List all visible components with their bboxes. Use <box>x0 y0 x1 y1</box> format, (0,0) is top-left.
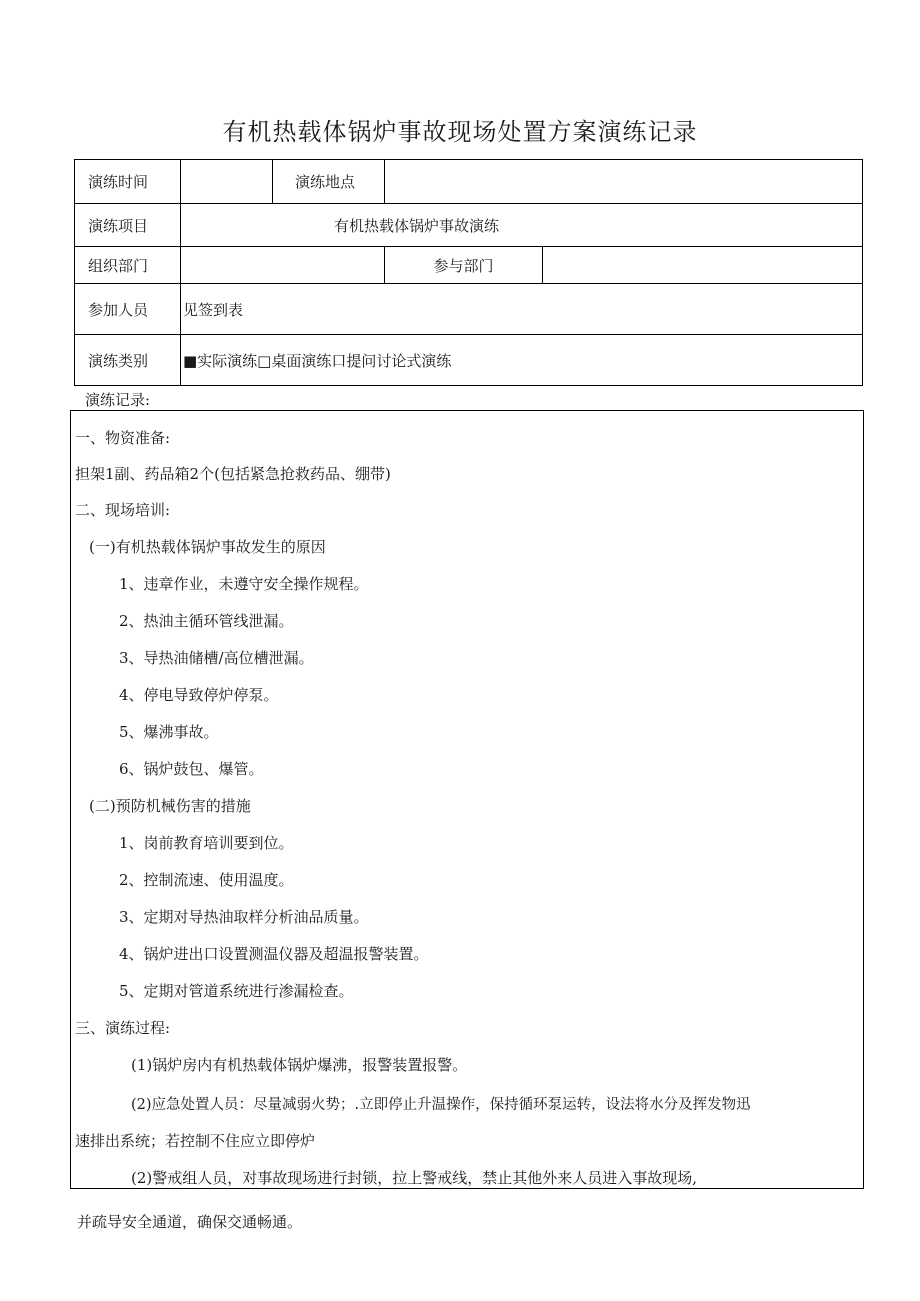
record-line: 1、岗前教育培训要到位。 <box>119 834 294 852</box>
drill-records-box <box>70 410 864 1189</box>
drill-time-value[interactable] <box>180 160 272 203</box>
participant-dept-value[interactable] <box>542 247 862 283</box>
table-row-time-location <box>75 160 862 204</box>
table-row-item <box>75 204 862 247</box>
record-line: 6、锅炉鼓包、爆管。 <box>119 760 264 778</box>
table-row-departments <box>75 247 862 284</box>
record-line: (2)应急处置人员：尽量减弱火势；.立即停止升温操作，保持循环泵运转，设法将水分及挥发物迅 <box>131 1097 751 1113</box>
organizer-label: 组织部门 <box>88 256 149 275</box>
record-line: (一)有机热载体锅炉事故发生的原因 <box>89 538 326 556</box>
record-line: 5、定期对管道系统进行渗漏检查。 <box>119 982 354 1000</box>
record-line: 三、演练过程: <box>75 1019 171 1037</box>
participants-value[interactable]: 见签到表 <box>180 284 862 334</box>
drill-item-label: 演练项目 <box>88 216 149 235</box>
drill-type-value[interactable]: ■实际演练□桌面演练口提问讨论式演练 <box>180 335 862 386</box>
participants-label: 参加人员 <box>88 300 149 319</box>
drill-type-label: 演练类别 <box>88 352 149 370</box>
record-line: 4、停电导致停炉停泵。 <box>119 686 279 704</box>
drill-item-value[interactable]: 有机热载体锅炉事故演练 <box>180 204 862 246</box>
record-line: 2、控制流速、使用温度。 <box>119 871 294 889</box>
drill-location-value[interactable] <box>384 160 862 203</box>
record-line: 5、爆沸事故。 <box>119 723 219 741</box>
record-line: 一、物资准备: <box>75 429 171 447</box>
record-line: 4、锅炉进出口设置测温仪器及超温报警装置。 <box>119 945 429 963</box>
records-label: 演练记录: <box>85 391 151 409</box>
record-line: (二)预防机械伤害的措施 <box>89 797 251 815</box>
participant-dept-label: 参与部门 <box>384 247 542 283</box>
record-line: 担架1副、药品箱2个(包括紧急抢救药品、绷带) <box>75 465 391 483</box>
record-line: 速排出系统；若控制不住应立即停炉 <box>75 1132 316 1150</box>
table-row-participants <box>75 284 862 335</box>
trailing-text: 并疏导安全通道，确保交通畅通。 <box>77 1213 303 1231</box>
record-line: 二、现场培训: <box>75 501 171 519</box>
drill-location-label: 演练地点 <box>272 160 384 203</box>
record-line: 3、导热油储槽/高位槽泄漏。 <box>119 649 314 667</box>
record-line: 2、热油主循环管线泄漏。 <box>119 612 294 630</box>
drill-time-label: 演练时间 <box>88 173 149 191</box>
document-title: 有机热载体锅炉事故现场处置方案演练记录 <box>222 118 698 146</box>
record-line: (1)锅炉房内有机热载体锅炉爆沸，报警装置报警。 <box>131 1056 468 1074</box>
drill-info-table <box>74 159 863 386</box>
record-line: (2)警戒组人员，对事故现场进行封锁，拉上警戒线，禁止其他外来人员进入事故现场, <box>131 1169 698 1187</box>
record-line: 3、定期对导热油取样分析油品质量。 <box>119 908 369 926</box>
organizer-value[interactable] <box>180 247 384 283</box>
table-row-drill-type <box>75 335 862 386</box>
record-line: 1、违章作业，未遵守安全操作规程。 <box>119 575 369 593</box>
